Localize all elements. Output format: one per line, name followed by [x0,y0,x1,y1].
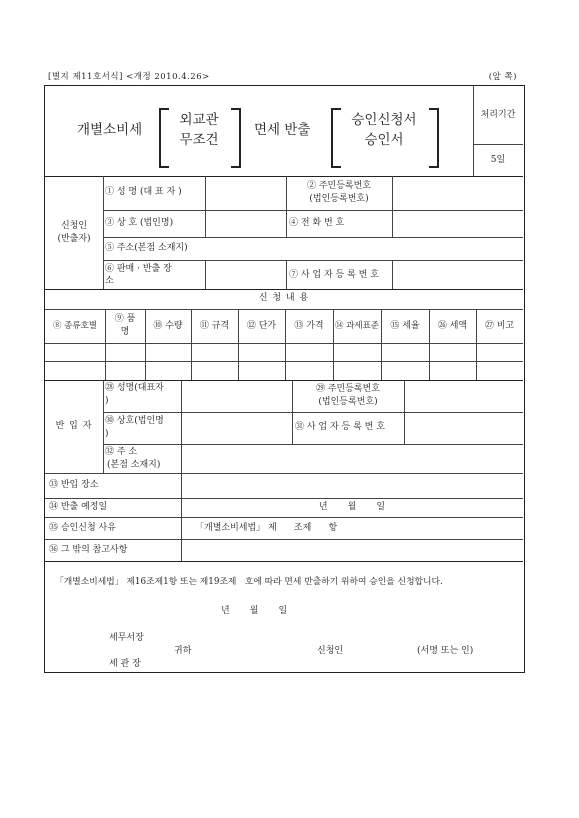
applicant-phone-field[interactable] [392,212,523,236]
importer-corp-no-label: (법인등록번호) [318,397,378,407]
applicant-sale-place-label-cont: 소 [105,276,114,286]
title-option-diplomat: 외교관 [179,112,219,128]
applicant-name-label: ① 성 명 (대 표 자 ) [105,187,182,197]
importer-section-label: 반 입 자 [55,421,93,431]
applicant-sale-place-field[interactable] [205,262,286,288]
content-row[interactable] [46,362,522,379]
other-notes-field[interactable] [181,541,523,560]
signature-label[interactable]: (서명 또는 인) [417,646,474,656]
column-spec: ⑪ 규격 [199,321,230,331]
applicant-corp-no-label: (법인등록번호) [309,194,369,204]
applicant-resident-no-field[interactable] [392,178,523,210]
importer-name-label-cont: ) [105,396,109,406]
importer-company-label: ㉚ 상호(법인명 [105,416,164,426]
column-tax-rate: ⑮ 세율 [390,321,420,331]
applicant-address-label: ⑤ 주소(본점 소재지) [105,243,188,253]
column-remarks: ㉗ 비고 [484,321,515,331]
column-quantity: ⑩ 수량 [153,321,183,331]
importer-name-label: ㉘ 성명(대표자 [105,383,164,393]
declaration-statement: 「개별소비세법」 제16조제1항 또는 제19조제 호에 따라 면세 반출하기 위하여 승인을 신청합니다. [55,577,443,587]
applicant-section-label: 신청인 [60,221,88,231]
importer-address-label: ㉜ 주 소 [105,447,138,457]
applicant-biz-no-field[interactable] [392,262,523,288]
applicant-company-field[interactable] [205,212,286,236]
importer-company-field[interactable] [181,414,292,443]
page-side-label: (앞 쪽) [488,72,517,82]
import-place-label: ㉝ 반입 장소 [49,480,99,490]
applicant-address-field[interactable] [205,239,523,259]
importer-address-label-cont: (본점 소재지) [107,460,161,470]
importer-name-field[interactable] [181,382,292,411]
column-price: ⑬ 가격 [294,321,324,331]
content-section-title: 신 청 내 용 [258,293,310,303]
title-option-approval: 승인서 [364,132,404,148]
applicant-company-label: ③ 상 호 (법인명) [105,218,174,228]
column-tax-base: ⑭ 과세표준 [334,321,380,331]
release-date-label: ㉞ 반출 예정일 [49,502,108,512]
importer-address-field[interactable] [181,446,523,472]
release-date-field[interactable]: 년 월 일 [318,502,386,512]
importer-biz-no-label: ㉛ 사 업 자 등 록 번 호 [295,422,385,432]
column-unit-price: ⑫ 단가 [246,321,277,331]
column-item-name: ⑨ 품 [114,314,136,324]
importer-company-label-cont: ) [105,429,109,439]
declaration-date[interactable]: 년 월 일 [221,606,288,616]
applicant-sale-place-label: ⑥ 판매 · 반출 장 [105,264,172,274]
column-item-name-cont: 명 [120,327,130,337]
approval-reason-field[interactable]: 「개별소비세법」 제 조제 항 [195,523,338,533]
form-number: [별지 제11호서식] <개정 2010.4.26> [48,72,210,82]
content-row[interactable] [46,344,522,360]
addressee-suffix: 귀하 [174,646,192,656]
import-place-field[interactable] [181,475,523,497]
applicant-name-field[interactable] [205,178,286,210]
applicant-biz-no-label: ⑦ 사 업 자 등 록 번 호 [289,270,379,280]
applicant-section-sublabel: (반출자) [57,234,91,244]
importer-resident-no-label: ㉙ 주민등록번호 [315,384,381,394]
applicant-phone-label: ④ 전 화 번 호 [289,218,345,228]
importer-resident-no-field[interactable] [404,382,523,411]
customs-office-label: 세 관 장 [109,659,141,669]
column-tax-amount: ㉖ 세액 [437,321,468,331]
form-title-tax-name: 개별소비세 [77,122,143,138]
applicant-resident-no-label: ② 주민등록번호 [306,181,372,191]
processing-period-label: 처리기간 [480,110,516,120]
processing-period-value: 5일 [490,155,506,165]
title-option-application: 승인신청서 [351,112,417,128]
importer-biz-no-field[interactable] [404,414,523,443]
approval-reason-label: ㉟ 승인신청 사유 [49,523,116,533]
title-option-unconditional: 무조건 [179,132,219,148]
title-exempt-release: 면세 반출 [254,122,311,138]
declaration-applicant-label: 신청인 [317,646,344,656]
tax-office-label: 세무서장 [109,633,144,643]
other-notes-label: ㊱ 그 밖의 참고사항 [49,545,128,555]
tax-exemption-form [44,85,525,673]
column-kind: ⑧ 종류호별 [52,321,98,331]
